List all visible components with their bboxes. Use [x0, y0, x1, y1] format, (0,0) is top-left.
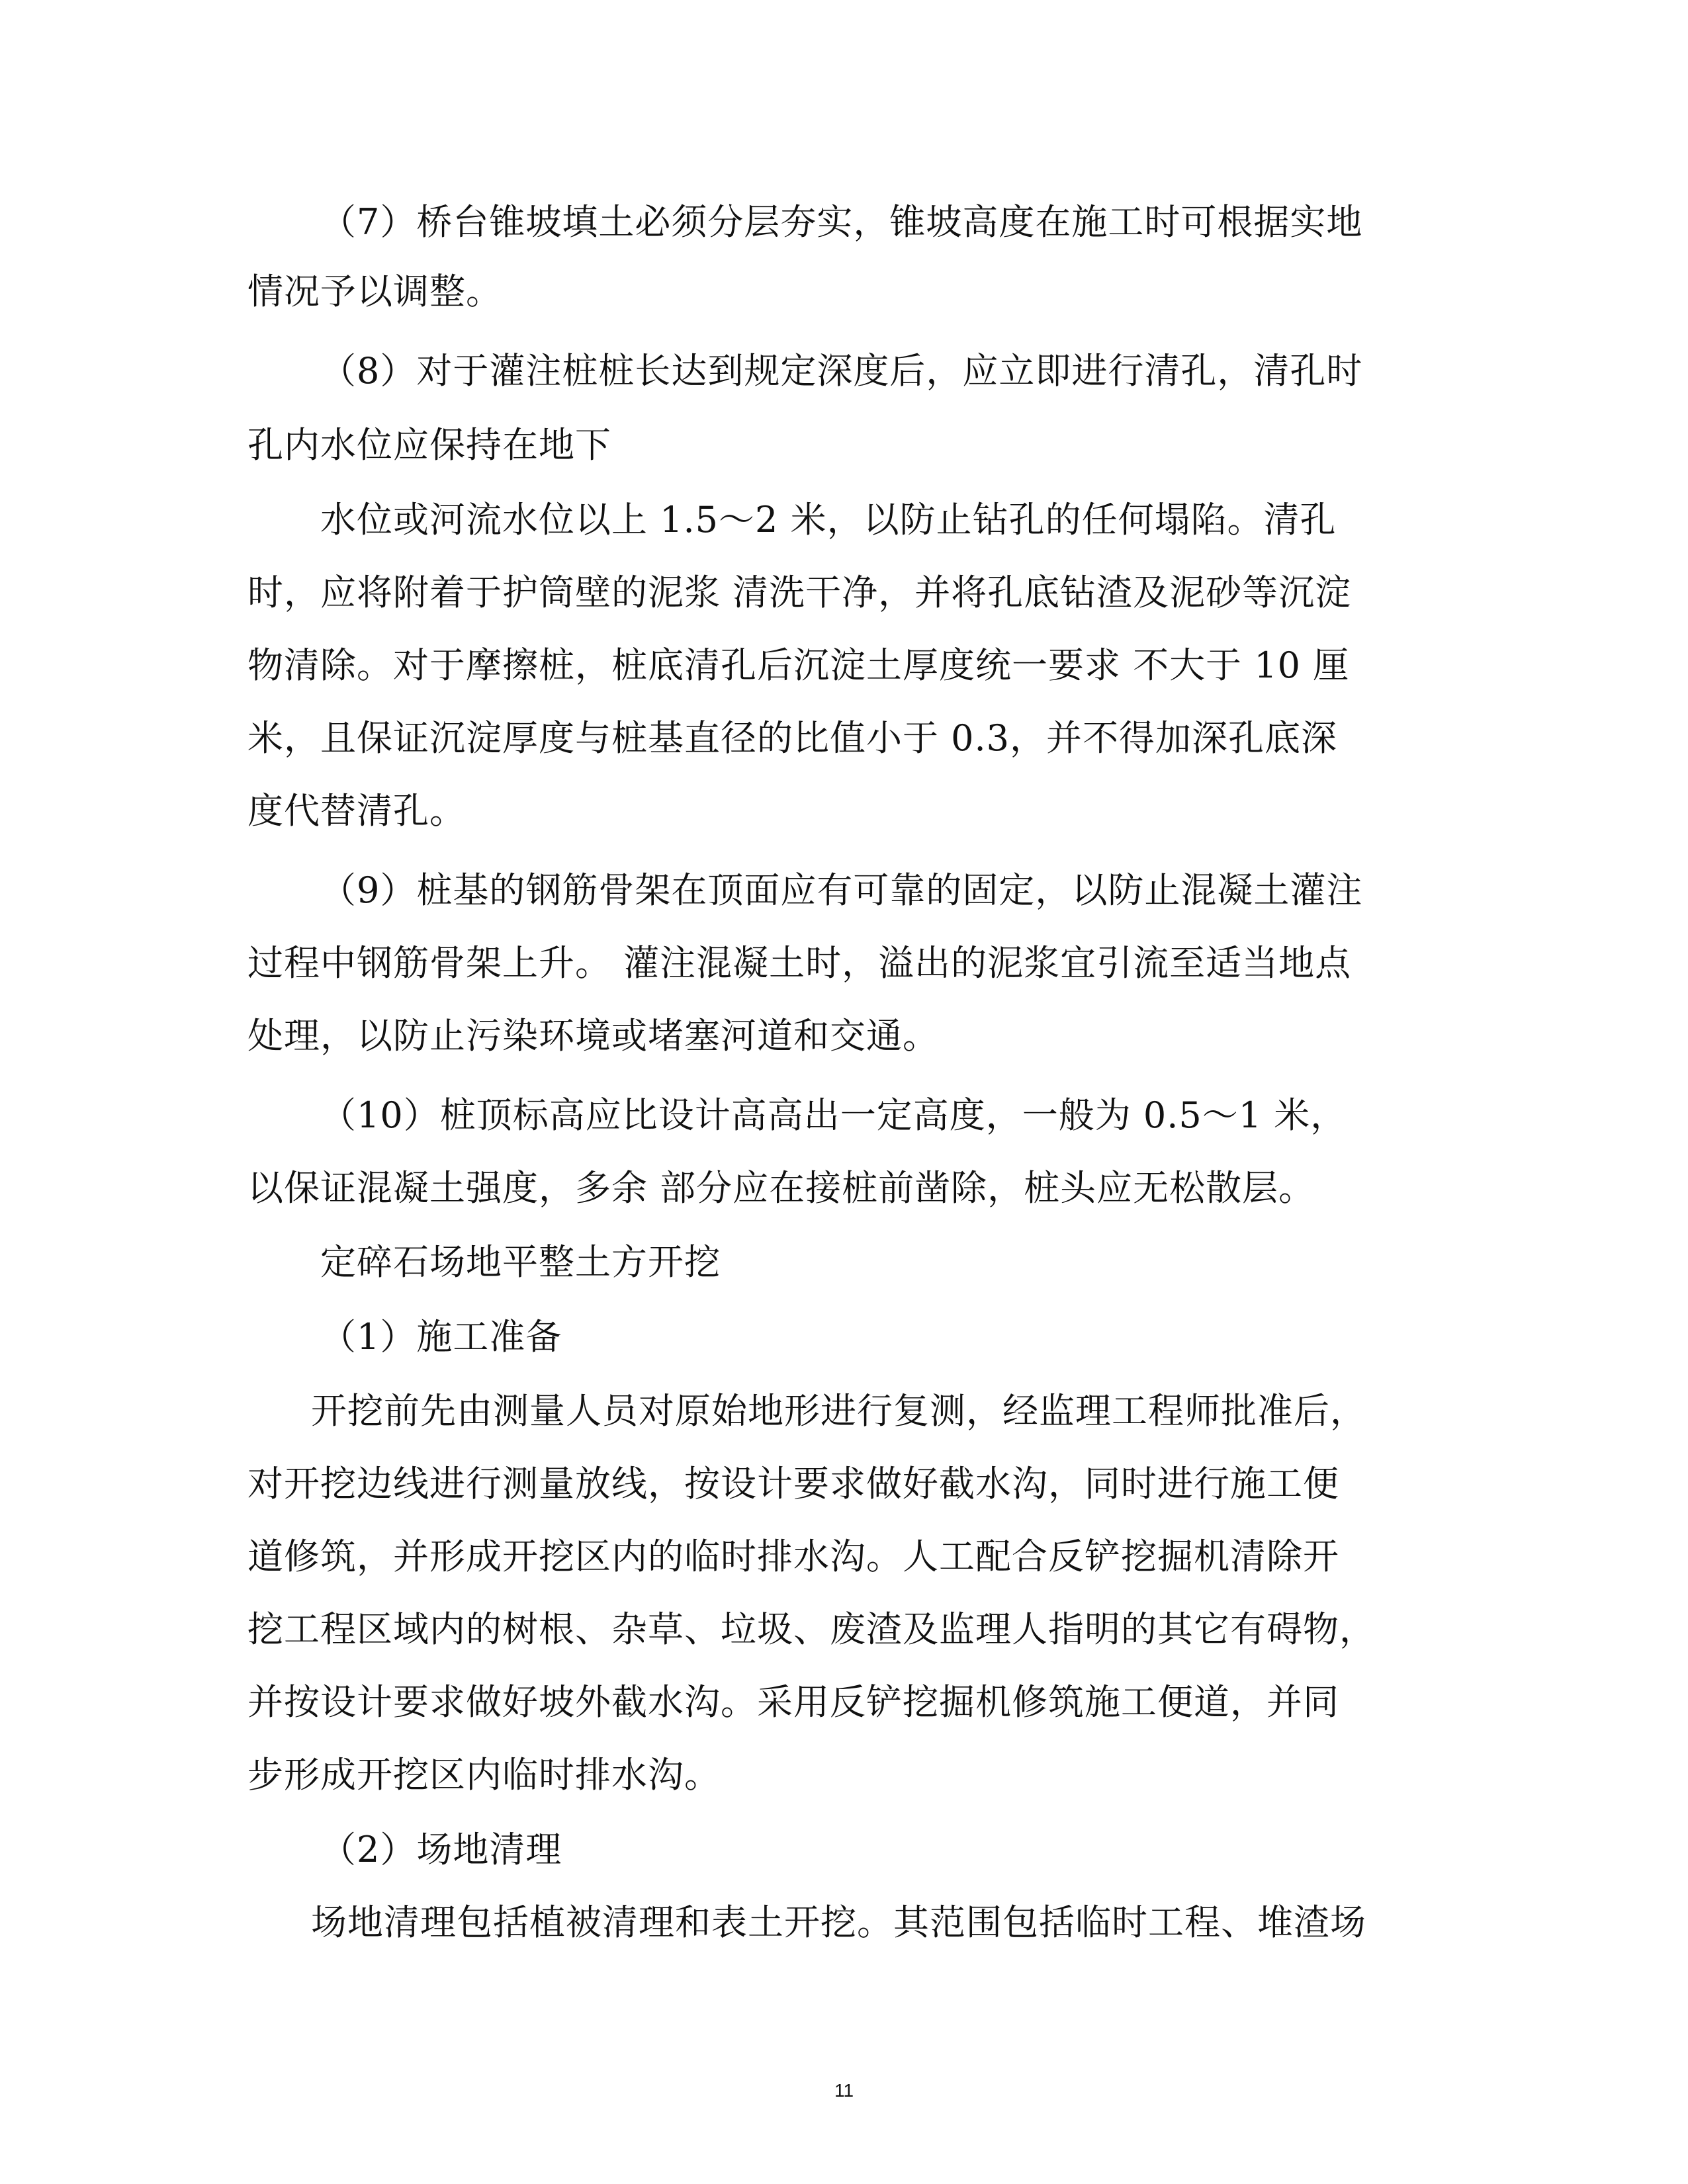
text-line: （7）桥台锥坡填土必须分层夯实，锥坡高度在施工时可根据实地	[320, 201, 1363, 243]
page-number: 11	[834, 2080, 854, 2101]
text-line: 过程中钢筋骨架上升。 灌注混凝土时，溢出的泥浆宜引流至适当地点	[247, 942, 1352, 984]
text-line: 水位或河流水位以上 1.5～2 米，以防止钻孔的任何塌陷。清孔	[320, 499, 1337, 541]
subsection-heading: （2）场地清理	[320, 1829, 562, 1870]
section-heading: 定碎石场地平整土方开挖	[320, 1241, 721, 1283]
text-line: 开挖前先由测量人员对原始地形进行复测，经监理工程师批准后，	[311, 1390, 1366, 1432]
text-line: 处理，以防止污染环境或堵塞河道和交通。	[247, 1015, 939, 1057]
text-line: 时，应将附着于护筒壁的泥浆 清洗干净，并将孔底钻渣及泥砂等沉淀	[247, 572, 1352, 613]
subsection-heading: （1）施工准备	[320, 1316, 562, 1358]
text-line: 场地清理包括植被清理和表土开挖。其范围包括临时工程、堆渣场	[311, 1901, 1366, 1943]
text-line: 并按设计要求做好坡外截水沟。采用反铲挖掘机修筑施工便道，并同	[247, 1681, 1339, 1723]
text-line: 道修筑，并形成开挖区内的临时排水沟。人工配合反铲挖掘机清除开	[247, 1536, 1339, 1577]
text-line: 挖工程区域内的树根、杂草、垃圾、废渣及监理人指明的其它有碍物，	[247, 1608, 1376, 1650]
text-line: 米，且保证沉淀厚度与桩基直径的比值小于 0.3，并不得加深孔底深	[247, 717, 1338, 759]
text-line: 以保证混凝土强度，多余 部分应在接桩前凿除，桩头应无松散层。	[247, 1167, 1315, 1209]
text-line: 物清除。对于摩擦桩，桩底清孔后沉淀土厚度统一要求 不大于 10 厘	[247, 644, 1350, 686]
text-line: 步形成开挖区内临时排水沟。	[247, 1754, 721, 1796]
text-line: 情况予以调整。	[247, 271, 502, 312]
text-line: （8）对于灌注桩桩长达到规定深度后，应立即进行清孔，清孔时	[320, 350, 1363, 392]
text-line: （9）桩基的钢筋骨架在顶面应有可靠的固定，以防止混凝土灌注	[320, 869, 1363, 911]
text-line: 对开挖边线进行测量放线，按设计要求做好截水沟，同时进行施工便	[247, 1463, 1339, 1505]
text-line: （10）桩顶标高应比设计高高出一定高度，一般为 0.5～1 米，	[320, 1094, 1347, 1136]
text-line: 度代替清孔。	[247, 790, 466, 832]
text-line: 孔内水位应保持在地下	[247, 424, 611, 466]
